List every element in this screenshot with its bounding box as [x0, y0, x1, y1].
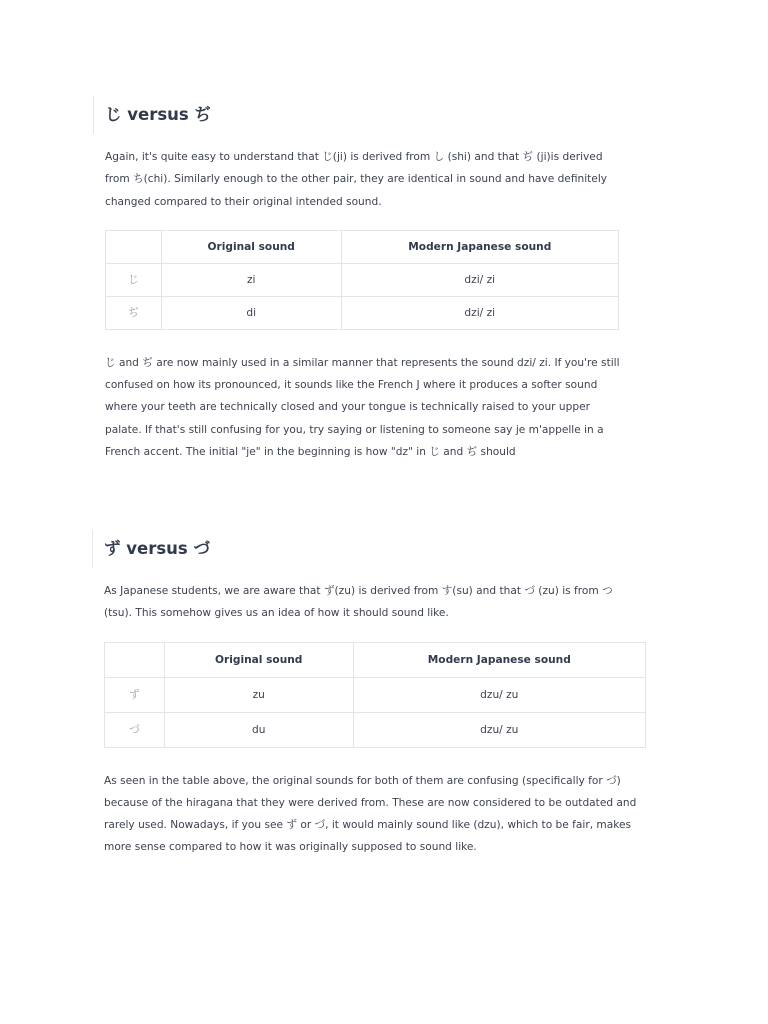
- table-row: [105, 677, 646, 712]
- kana-cell: ず: [105, 677, 165, 712]
- original-sound-cell: zu: [164, 677, 353, 712]
- modern-sound-cell: dzi/ zi: [341, 296, 618, 329]
- body-paragraph: As seen in the table above, the original sounds for both of them are confusing (specifically for づ) because of the hiragana that they were derived from. These are now considered to be outdated and rarely used. Nowadays, if you see ず or づ, it would mainly sound like (dzu), which to be fair, makes more sense compared to how it was originally supposed to sound like.: [104, 774, 637, 854]
- table-header-row: [106, 230, 619, 263]
- original-sound-cell: du: [164, 712, 353, 747]
- modern-sound-cell: dzu/ zu: [353, 677, 645, 712]
- table-row: [106, 263, 619, 296]
- section-heading: じ versus ぢ: [105, 104, 625, 126]
- section-ji-versus-dji: [105, 104, 625, 463]
- header-original-sound: Original sound: [164, 642, 353, 677]
- header-modern-sound: Modern Japanese sound: [341, 230, 618, 263]
- original-sound-cell: zi: [161, 263, 341, 296]
- intro-paragraph: Again, it's quite easy to understand that じ(ji) is derived from し (shi) and that ぢ (ji)is derived from ち(chi). Similarly enough to the other pair, they are identical in sound and have definitely changed compared to their original intended sound.: [105, 151, 608, 208]
- header-original-sound: Original sound: [161, 230, 341, 263]
- body-paragraph: じ and ぢ are now mainly used in a similar manner that represents the sound dzi/ zi. If you're still confused on how its pronounced, it sounds like the French J where it produces a softer sound where your teeth are technically closed and your tongue is technically raised to your upper palate. If that's still confusing for you, try saying or listening to someone say je m'appelle in a French accent. The initial "je" in the beginning is how "dz" in じ and ぢ should: [105, 356, 620, 459]
- header-blank: [106, 230, 162, 263]
- sound-comparison-table: [104, 642, 646, 748]
- header-blank: [105, 642, 165, 677]
- header-modern-sound: Modern Japanese sound: [353, 642, 645, 677]
- kana-cell: ぢ: [106, 296, 162, 329]
- intro-paragraph: As Japanese students, we are aware that ず(zu) is derived from す(su) and that づ (zu) is from つ (tsu). This somehow gives us an idea of how it should sound like.: [104, 585, 613, 620]
- table-row: [106, 296, 619, 329]
- table-row: [105, 712, 646, 747]
- modern-sound-cell: dzu/ zu: [353, 712, 645, 747]
- section-zu-versus-dzu: [104, 538, 649, 859]
- modern-sound-cell: dzi/ zi: [341, 263, 618, 296]
- original-sound-cell: di: [161, 296, 341, 329]
- section-heading: ず versus づ: [104, 538, 649, 560]
- table-header-row: [105, 642, 646, 677]
- kana-cell: じ: [106, 263, 162, 296]
- kana-cell: づ: [105, 712, 165, 747]
- sound-comparison-table: [105, 230, 619, 330]
